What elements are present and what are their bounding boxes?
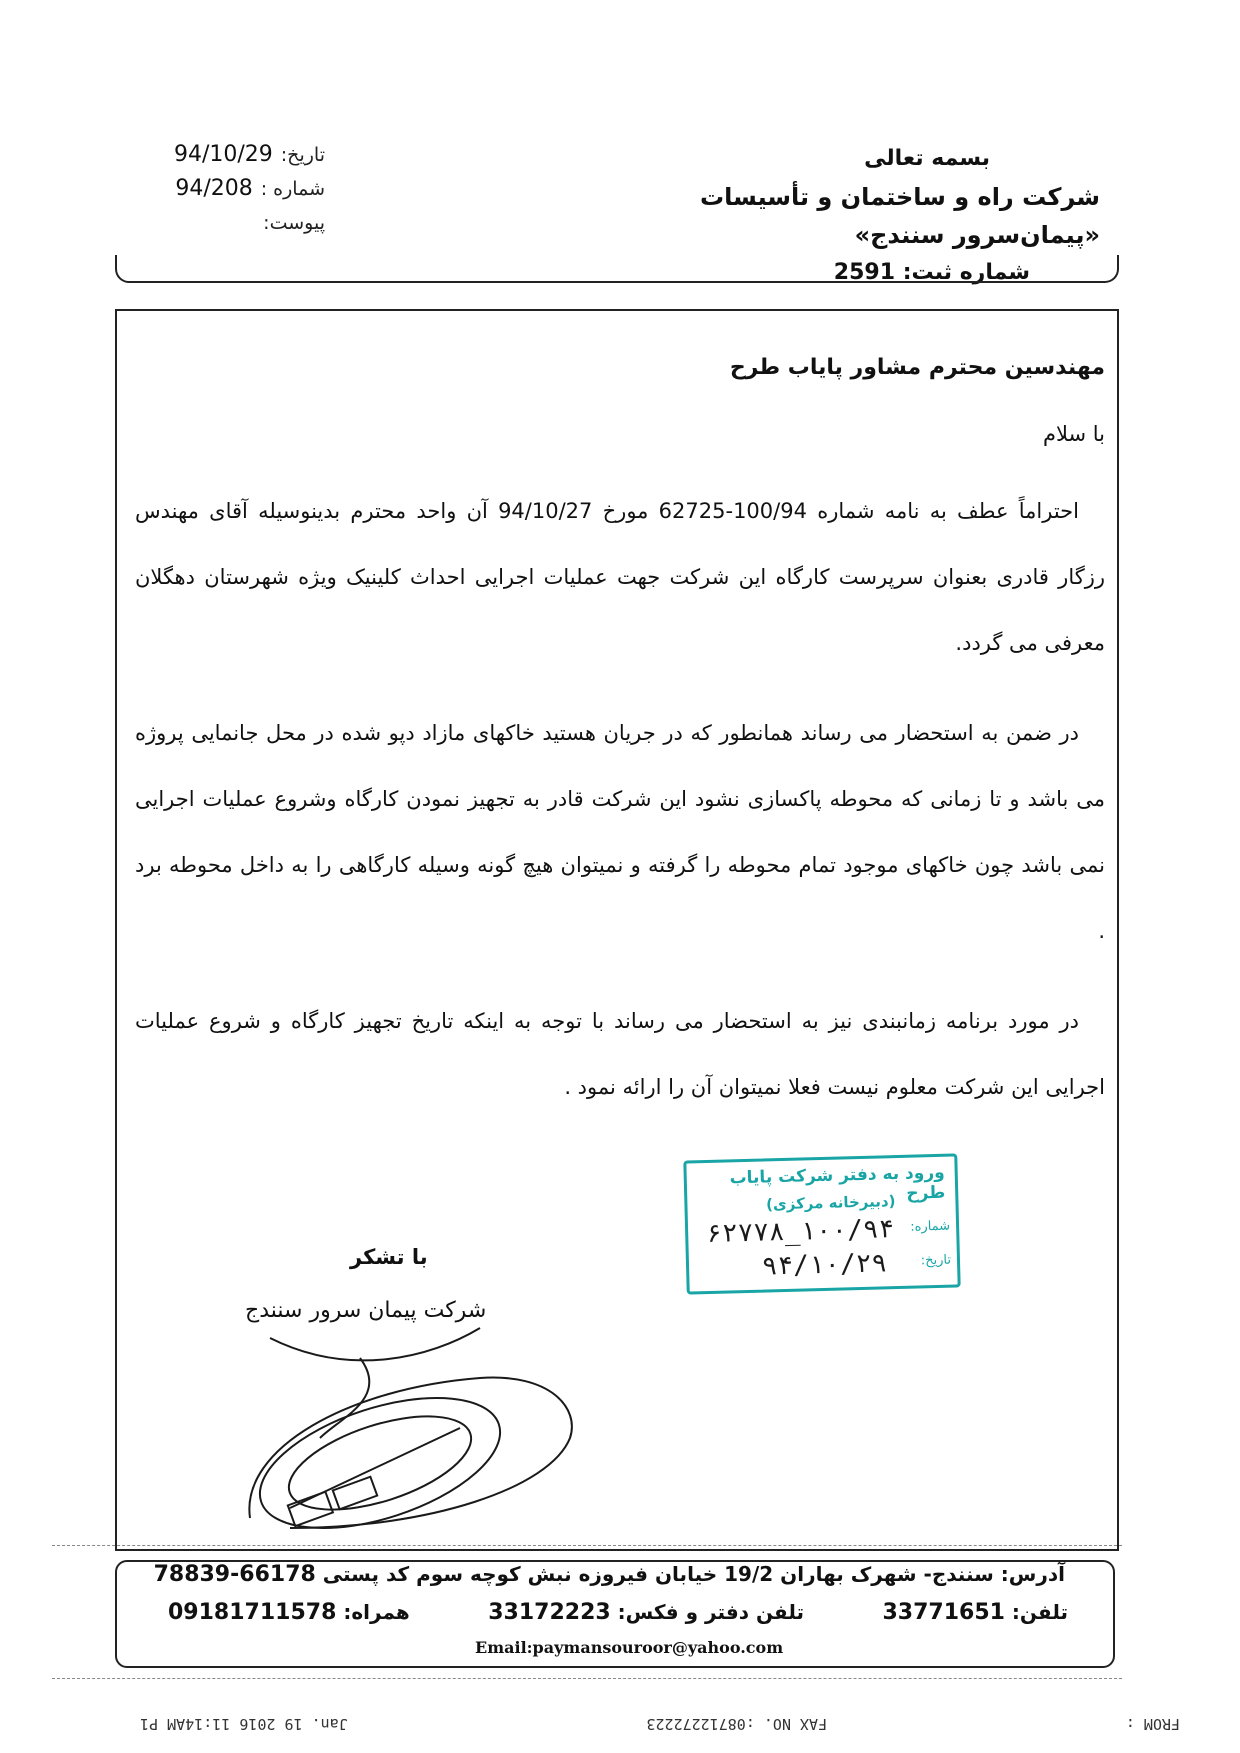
address-line [154, 1562, 1065, 1587]
fax-datetime: Jan. 19 2016 11:14AM P1 [140, 1715, 348, 1733]
paragraph-1: احتراماً عطف به نامه شماره 100/94-62725 مورخ 94/10/27 آن واحد محترم بدینوسیله آقای مهندس رزگار قادری بعنوان سرپرست کارگاه این شرکت جهت عملیات اجرایی احداث کلینیک ویژه شهرستان دهگلان معرفی می گردد. [135, 499, 1105, 655]
stamp-date-value: ۹۴/۱۰/۲۹ [761, 1248, 888, 1282]
number-value: 94/208 [175, 176, 253, 201]
date-row [165, 138, 325, 172]
address-text: سنندج- شهرک بهاران 19/2 خیابان فیروزه نبش کوچه سوم کد پستی [322, 1562, 994, 1586]
closing-company: شرکت پیمان سرور سنندج [245, 1298, 487, 1323]
number-label: شماره : [260, 178, 325, 200]
mobile-group [168, 1600, 410, 1625]
attachment-label: پیوست: [263, 212, 325, 234]
office-phone-group [488, 1600, 804, 1625]
postal-code: 66178-78839 [153, 1562, 316, 1587]
email: Email:paymansouroor@yahoo.com [475, 1638, 784, 1657]
registration-label: شماره ثبت: [902, 260, 1030, 285]
date-value: 94/10/29 [173, 142, 273, 167]
paragraph-3: در مورد برنامه زمانبندی نیز به استحضار می رساند با توجه به اینکه تاریخ تجهیز کارگاه و شروع عملیات اجرایی این شرکت معلوم نیست فعلا نمیتوان آن را ارائه نمود . [135, 1009, 1105, 1099]
stamp-title: ورود به دفتر شرکت پایاب طرح [729, 1162, 946, 1204]
header-divider [115, 255, 1119, 283]
greeting: با سلام [1042, 422, 1105, 446]
letter-meta [165, 138, 325, 240]
fax-from: FROM : [1125, 1715, 1180, 1733]
stamp-subtitle: (دبیرخانه مرکزی) [765, 1192, 896, 1214]
phone-number: 33771651 [882, 1600, 1005, 1625]
stamp-number-value: ۱۰۰/۹۴_۶۲۷۷۸ [705, 1214, 895, 1250]
number-row [165, 172, 325, 206]
attachment-row [165, 206, 325, 240]
phone-group [882, 1600, 1068, 1625]
stamp-date-label: تاریخ: [920, 1252, 952, 1269]
signature-and-seal [230, 1318, 590, 1548]
office-phone-label: تلفن دفتر و فکس: [617, 1600, 805, 1624]
address-label: آدرس: [1000, 1562, 1065, 1586]
company-name: شرکت راه و ساختمان و تأسیسات «پیمان‌سرور سنندج» [700, 183, 1100, 249]
office-phone-number: 33172223 [488, 1600, 611, 1625]
fax-transmission-header [140, 1715, 1180, 1733]
fax-number: FAX NO. :08712272223 [646, 1715, 828, 1733]
receipt-stamp [683, 1153, 960, 1294]
mobile-number: 09181711578 [168, 1600, 337, 1625]
thanks: با تشکر [350, 1245, 428, 1269]
stamp-number-label: شماره: [910, 1218, 951, 1235]
phones-line [168, 1600, 1068, 1625]
footer-rule-bottom [52, 1678, 1122, 1680]
footer-rule-top [52, 1545, 1122, 1547]
mobile-label: همراه: [343, 1600, 410, 1624]
addressee: مهندسین محترم مشاور پایاب طرح [729, 355, 1105, 380]
date-label: تاریخ: [280, 144, 325, 166]
bismillah: بسمه تعالی [864, 146, 990, 171]
letter-body [135, 350, 1105, 1144]
registration-number: 2591 [833, 260, 896, 285]
phone-label: تلفن: [1011, 1600, 1068, 1624]
paragraph-2: در ضمن به استحضار می رساند همانطور که در جریان هستید خاکهای مازاد دپو شده در محل جانمایی پروژه می باشد و تا زمانی که محوطه پاکسازی نشود این شرکت قادر به تجهیز نمودن کارگاه وشروع عملیات اجرایی نمی باشد چون خاکهای موجود تمام محوطه را گرفته و نمیتوان هیچ گونه وسیله کارگاهی را به داخل محوطه برد . [135, 721, 1105, 943]
